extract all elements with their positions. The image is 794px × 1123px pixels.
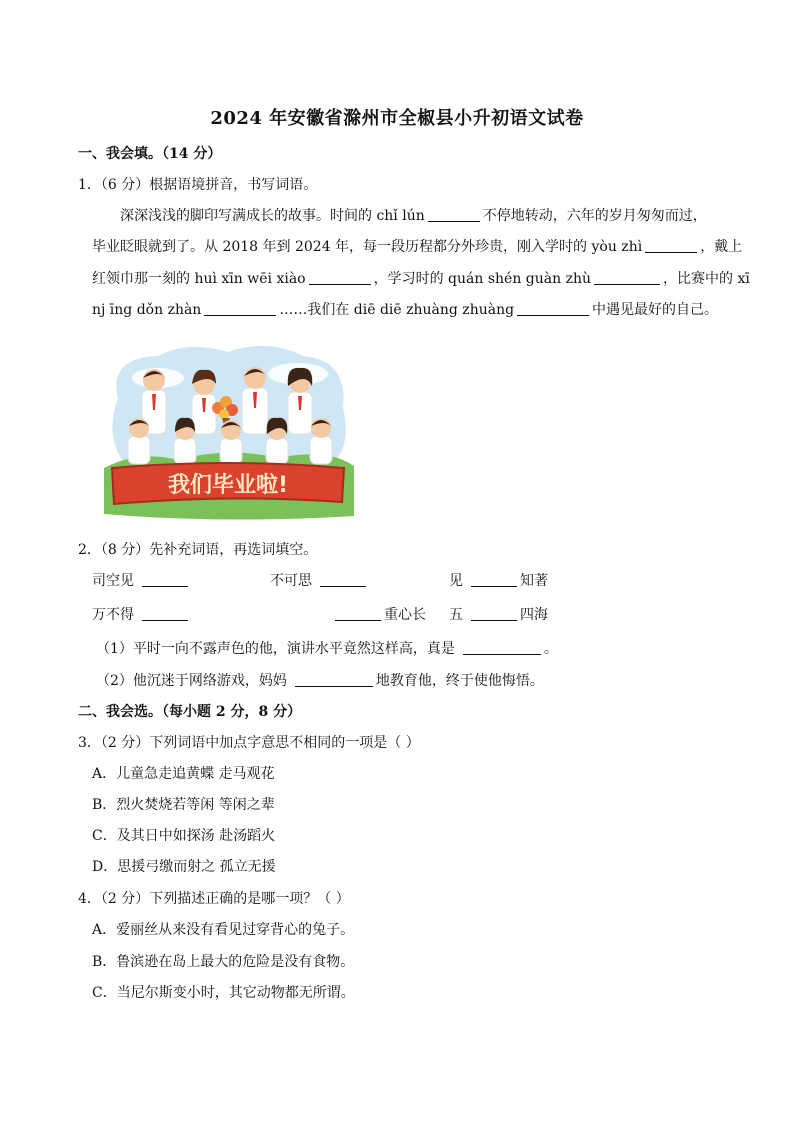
- word-prefix: 见: [449, 573, 463, 589]
- answer-blank[interactable]: [142, 608, 188, 621]
- q3-option-d[interactable]: D．思援弓缴而射之 孤立无援: [92, 859, 276, 875]
- q3-option-c[interactable]: C．及其日中如探汤 赴汤蹈火: [92, 828, 276, 844]
- sentence-text: （1）平时一向不露声色的他，演讲水平竟然这样高，真是: [96, 641, 455, 657]
- q1-paragraph-line2: [92, 238, 742, 256]
- answer-blank[interactable]: [204, 303, 276, 316]
- section2-heading: 二、我会选。（每小题 2 分，8 分）: [78, 704, 302, 720]
- answer-blank[interactable]: [471, 608, 517, 621]
- q2-word-item: [92, 606, 191, 624]
- q1-text: 中遇见最好的自己。: [592, 302, 719, 318]
- q2-word-item: [449, 572, 548, 590]
- sentence-text: 地教育他，终于使他悔悟。: [375, 673, 544, 689]
- student-figure: [266, 418, 288, 464]
- q2-word-item: [270, 572, 369, 590]
- student-figure: [220, 420, 242, 464]
- q3-option-b[interactable]: B．烈火焚烧若等闲 等闲之辈: [92, 797, 275, 813]
- student-figure: [242, 367, 268, 434]
- q1-stem: 1．（6 分）根据语境拼音，书写词语。: [78, 177, 318, 193]
- q1-paragraph-line1: [120, 207, 707, 225]
- graduation-illustration: [98, 338, 358, 520]
- answer-blank[interactable]: [428, 209, 480, 222]
- q1-paragraph-line3: [92, 270, 750, 288]
- answer-blank[interactable]: [320, 574, 366, 587]
- student-figure: [192, 370, 216, 434]
- answer-blank[interactable]: [517, 303, 589, 316]
- student-figure: [174, 418, 196, 464]
- answer-blank[interactable]: [335, 608, 381, 621]
- word-suffix: 四海: [520, 607, 548, 623]
- answer-blank[interactable]: [594, 272, 660, 285]
- q4-option-b[interactable]: B．鲁滨逊在岛上最大的危险是没有食物。: [92, 954, 355, 970]
- q1-text: nj īng dǒn zhàn: [92, 302, 202, 318]
- answer-blank[interactable]: [471, 574, 517, 587]
- word-suffix: 知著: [520, 573, 548, 589]
- q2-word-item: [92, 572, 191, 590]
- word-prefix: 万不得: [92, 607, 134, 623]
- answer-blank[interactable]: [309, 272, 371, 285]
- word-suffix: 重心长: [384, 607, 426, 623]
- q2-sentence-2: [96, 672, 544, 690]
- answer-blank[interactable]: [463, 642, 541, 655]
- word-prefix: 五: [449, 607, 463, 623]
- q3-option-a[interactable]: A．儿童急走追黄蝶 走马观花: [92, 766, 275, 782]
- answer-blank[interactable]: [295, 674, 373, 687]
- q1-text: 红领巾那一刻的 huì xīn wēi xiào: [92, 271, 306, 287]
- student-figure: [288, 368, 313, 434]
- student-figure: [310, 418, 332, 464]
- word-prefix: 司空见: [92, 573, 134, 589]
- q1-paragraph-line4: [92, 301, 718, 319]
- q2-stem: 2．（8 分）先补充词语，再选词填空。: [78, 542, 318, 558]
- student-figure: [128, 418, 150, 464]
- q1-text: 不停地转动，六年的岁月匆匆而过，: [482, 208, 707, 224]
- q1-text: 毕业眨眼就到了。从 2018 年到 2024 年，每一段历程都分外珍贵，刚入学时的 yòu zhì: [92, 239, 643, 255]
- q1-text: ，比赛中的 xī: [663, 271, 750, 287]
- sentence-text: （2）他沉迷于网络游戏，妈妈: [96, 673, 287, 689]
- word-prefix: 不可思: [270, 573, 312, 589]
- q2-word-item: [449, 606, 548, 624]
- q4-option-c[interactable]: C．当尼尔斯变小时，其它动物都无所谓。: [92, 985, 355, 1001]
- q3-stem: 3．（2 分）下列词语中加点字意思不相同的一项是（ ）: [78, 735, 420, 751]
- q1-text: ……我们在 diē diē zhuàng zhuàng: [279, 302, 515, 318]
- page-title: 2024 年安徽省滁州市全椒县小升初语文试卷: [210, 108, 584, 129]
- answer-blank[interactable]: [645, 240, 697, 253]
- q4-stem: 4．（2 分）下列描述正确的是哪一项？（ ）: [78, 891, 350, 907]
- q1-text: 深深浅浅的脚印写满成长的故事。时间的 chǐ lún: [120, 208, 425, 224]
- q4-option-a[interactable]: A．爱丽丝从来没有看见过穿背心的兔子。: [92, 922, 355, 938]
- q1-text: ，戴上: [700, 239, 743, 255]
- q2-word-item: [335, 606, 426, 624]
- section1-heading: 一、我会填。（14 分）: [78, 146, 222, 162]
- q2-sentence-1: [96, 640, 558, 658]
- banner-text: 我们毕业啦!: [167, 473, 289, 498]
- sentence-text: 。: [543, 641, 558, 657]
- q1-text: ，学习时的 quán shén guàn zhù: [373, 271, 592, 287]
- answer-blank[interactable]: [142, 574, 188, 587]
